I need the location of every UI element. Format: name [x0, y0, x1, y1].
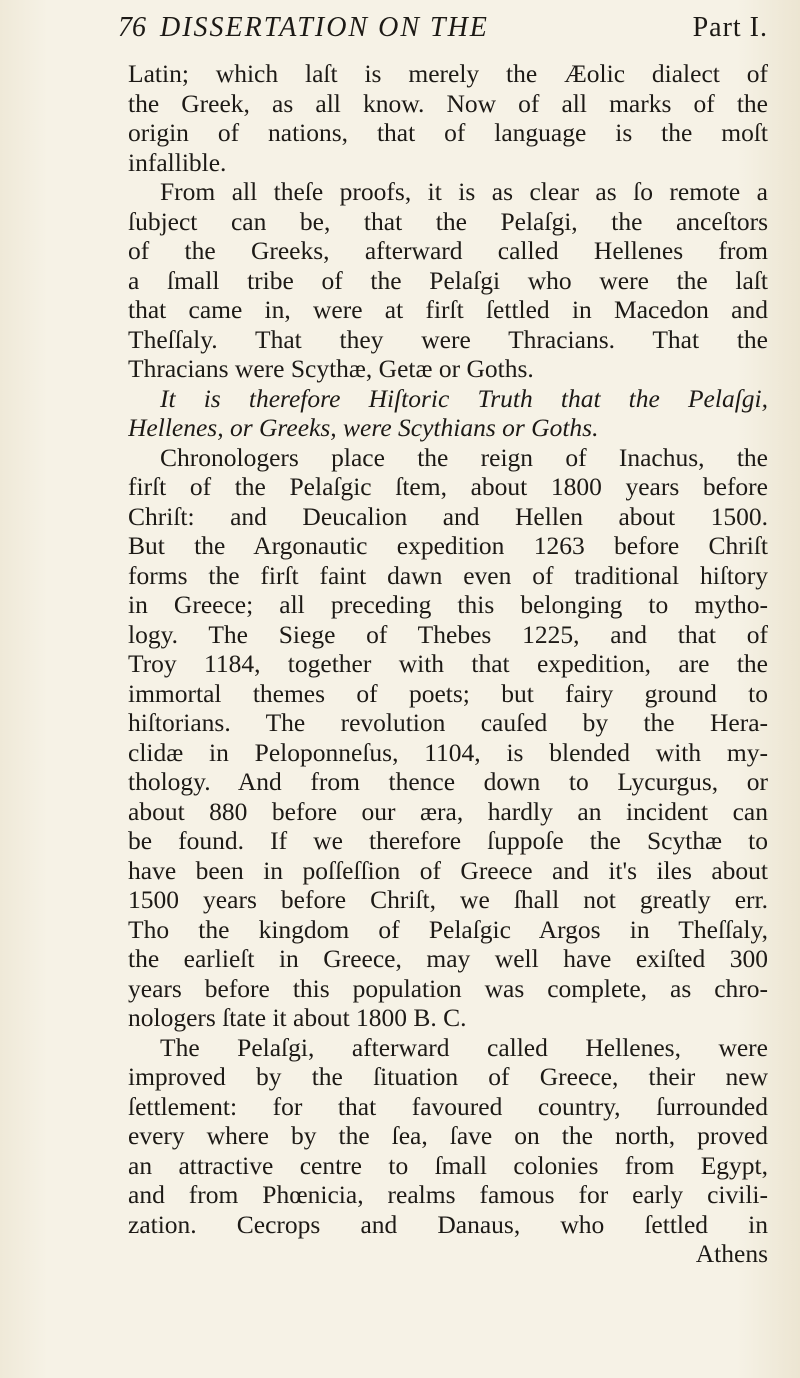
text-line: have been in poſſeſſion of Greece and it's iles about	[128, 855, 768, 885]
text-line: improved by the ſituation of Greece, their new	[128, 1062, 768, 1091]
text-line: be found. If we therefore ſuppoſe the Scythæ to	[128, 826, 768, 855]
text-line: ſettlement: for that favoured country, ſurrounded	[128, 1091, 768, 1121]
running-title: DISSERTATION ON THE	[160, 12, 489, 43]
text-line: hiſtorians. The revolution cauſed by the Hera-	[128, 708, 768, 737]
page-number: 76	[118, 12, 146, 43]
text-line: Troy 1184, together with that expedition, are the	[128, 649, 768, 678]
text-line: a ſmall tribe of the Pelaſgi who were the laſt	[128, 265, 768, 295]
text-line: firſt of the Pelaſgic ſtem, about 1800 years before	[128, 472, 768, 501]
text-line: that came in, were at firſt ſettled in Macedon and	[128, 295, 768, 324]
text-line: the earlieſt in Greece, may well have exiſted 300	[128, 944, 768, 973]
text-line: It is therefore Hiſtoric Truth that the Pelaſgi,	[160, 383, 768, 413]
text-line: The Pelaſgi, afterward called Hellenes, were	[160, 1032, 768, 1062]
body-text	[128, 59, 768, 1269]
text-line: Hellenes, or Greeks, were Scythians or Goths.	[128, 413, 599, 442]
text-line: Thracians were Scythæ, Getæ or Goths.	[128, 354, 534, 383]
text-line: about 880 before our æra, hardly an incident can	[128, 796, 768, 826]
catchword: Athens	[695, 1239, 768, 1268]
page-header	[118, 8, 768, 48]
text-line: forms the firſt faint dawn even of traditional hiſtory	[128, 560, 768, 590]
text-line: an attractive centre to ſmall colonies from Egypt,	[128, 1150, 768, 1180]
text-line: nologers ſtate it about 1800 B. C.	[128, 1003, 467, 1032]
text-line: immortal themes of poets; but fairy ground to	[128, 678, 768, 708]
text-line: the Greek, as all know. Now of all marks of the	[128, 88, 768, 118]
text-line: From all theſe proofs, it is as clear as ſo remote a	[160, 177, 768, 206]
text-line: every where by the ſea, ſave on the north, proved	[128, 1121, 768, 1150]
text-line: logy. The Siege of Thebes 1225, and that of	[128, 619, 768, 649]
text-line: Theſſaly. That they were Thracians. That the	[128, 324, 768, 354]
text-line: 1500 years before Chriſt, we ſhall not greatly err.	[128, 885, 768, 914]
text-line: of the Greeks, afterward called Hellenes from	[128, 236, 768, 265]
text-line: origin of nations, that of language is the moſt	[128, 118, 768, 147]
text-line: in Greece; all preceding this belonging to mytho-	[128, 590, 768, 619]
text-line: ſubject can be, that the Pelaſgi, the anceſtors	[128, 206, 768, 236]
text-line: Latin; which laſt is merely the Æolic dialect of	[128, 59, 768, 88]
text-line: Tho the kingdom of Pelaſgic Argos in Theſſaly,	[128, 914, 768, 944]
text-line: Chriſt: and Deucalion and Hellen about 1500.	[128, 501, 768, 531]
part-label: Part I.	[692, 12, 768, 43]
text-line: clidæ in Peloponneſus, 1104, is blended with my-	[128, 737, 768, 767]
text-line: Chronologers place the reign of Inachus, the	[160, 442, 768, 472]
text-line: zation. Cecrops and Danaus, who ſettled in	[128, 1209, 768, 1239]
text-line: But the Argonautic expedition 1263 before Chriſt	[128, 531, 768, 560]
text-line: thology. And from thence down to Lycurgus, or	[128, 767, 768, 796]
text-line: and from Phœnicia, realms famous for early civili-	[128, 1180, 768, 1209]
text-line: infallible.	[128, 147, 227, 177]
text-line: years before this population was complete, as chro-	[128, 973, 768, 1003]
